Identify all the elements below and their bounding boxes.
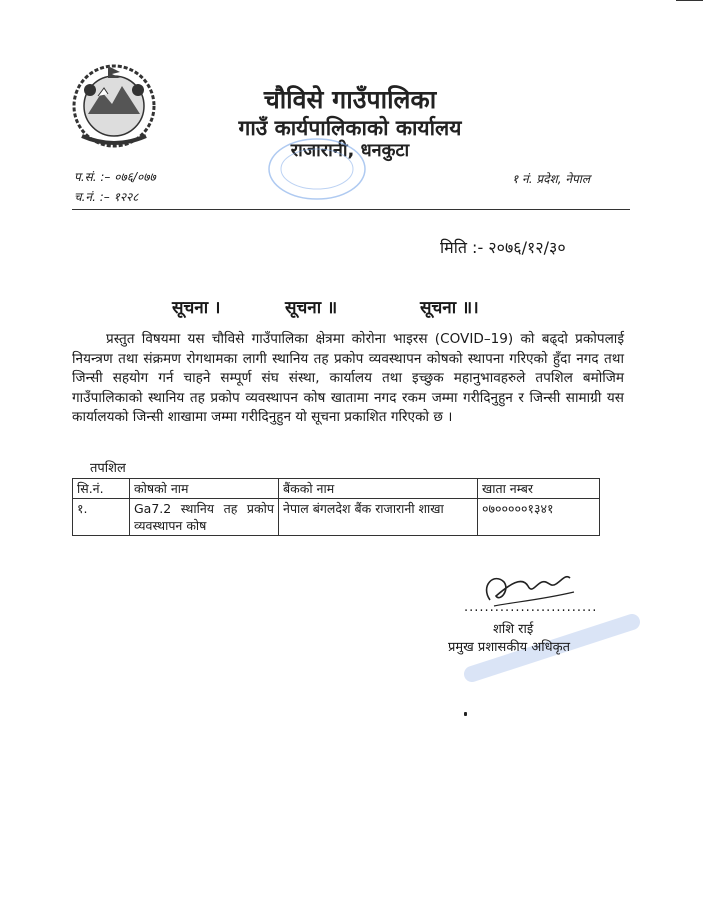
table-header-row [73,479,600,499]
cell-account-number: ०७०००००१३४१ [478,499,600,536]
notice-title-1: सूचना । [172,298,221,318]
header-bank-name: बैंकको नाम [279,479,478,499]
cell-fund-name: Ga7.2 स्थानिय तह प्रकोप व्यवस्थापन कोष [130,499,279,536]
signatory-name: शशि राई [493,622,534,637]
notice-date: मिति :- २०७६/१२/३० [440,238,566,257]
government-emblem-icon [68,60,160,156]
ink-dot [464,712,467,716]
notice-body [72,330,624,428]
cell-serial: १. [73,499,130,536]
corner-mark [676,0,703,1]
office-address: राजारानी, धनकुटा [290,140,410,161]
province-label: १ नं. प्रदेश, नेपाल [512,172,591,186]
signature-line: .......................... [464,600,598,615]
header-serial: सि.नं. [73,479,130,499]
notice-body-text: प्रस्तुत विषयमा यस चौविसे गाउँपालिका क्षेत्रमा कोरोना भाइरस (COVID–19) को बढ्दो प्रकोपलाई नियन्त्रण तथा संक्रमण रोगथामका लागी स्थानिय तह प्रकोप व्यवस्थापन कोषको स्थापना गरिएको हुँदा नगद तथा जिन्सी सहयोग गर्न चाहने सम्पूर्ण संघ संस्था, कार्यालय तथा इच्छुक महानुभावहरुले तपशिल बमोजिम गाउँपालिकाको स्थानिय तह प्रकोप व्यवस्थापन कोष खातामा नगद रकम जम्मा गरीदिनुहुन र जिन्सी सामाग्री यस कार्यालयको जिन्सी शाखामा जम्मा गरीदिनुहुन यो सूचना प्रकाशित गरिएको छ । [72,331,624,426]
reference-number: प.सं. :– ०७६/०७७ [74,170,156,184]
table-row [73,499,600,536]
org-name: चौविसे गाउँपालिका [263,85,437,114]
fund-details-table [72,478,600,536]
notice-title-3: सूचना ॥। [420,298,479,318]
header-divider [72,209,630,210]
office-name: गाउँ कार्यपालिकाको कार्यालय [238,116,462,140]
dispatch-number: च.नं. :– १२२८ [74,190,139,204]
header-fund-name: कोषको नाम [130,479,279,499]
header-account-number: खाता नम्बर [478,479,600,499]
signatory-designation: प्रमुख प्रशासकीय अधिकृत [448,640,571,655]
cell-bank-name: नेपाल बंगलदेश बैंक राजारानी शाखा [279,499,478,536]
office-stamp-icon [262,134,372,204]
table-caption: तपशिल [90,461,126,476]
notice-title-2: सूचना ॥ [285,298,338,318]
